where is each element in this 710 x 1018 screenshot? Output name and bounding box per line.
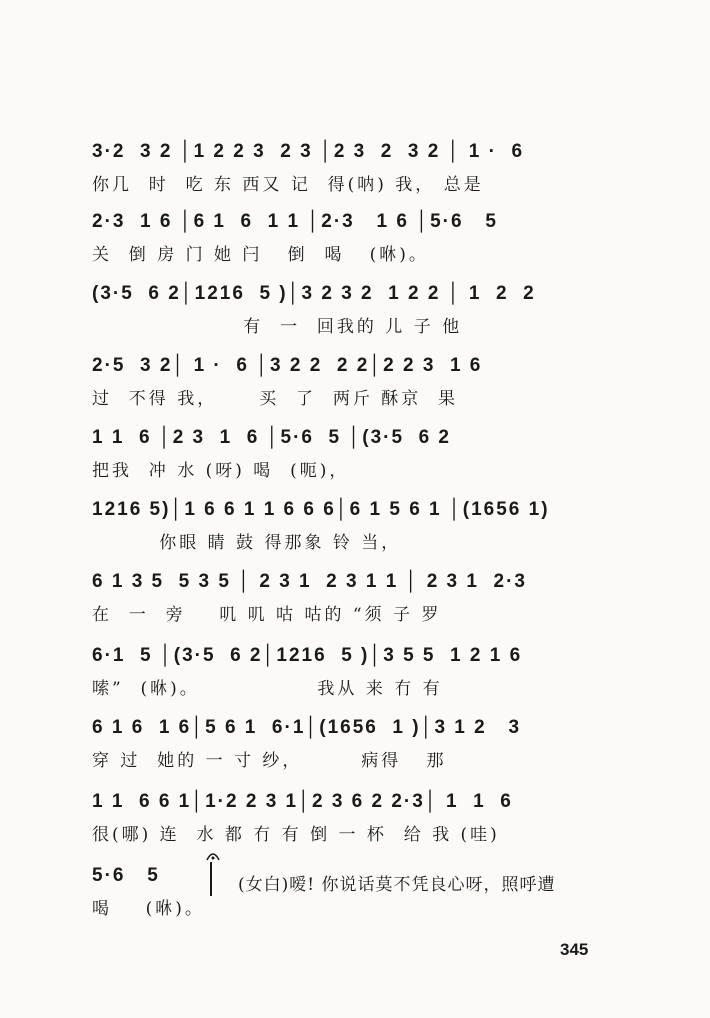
lyrics: 有 一 回我的 儿 子 他	[92, 317, 463, 337]
score-row-7	[92, 568, 622, 638]
lyrics: 喝 (咻)。	[92, 899, 205, 919]
numbered-notation: 1 1 6 6 1│1·2 2 3 1│2 3 6 2 2·3│ 1 1 6	[92, 791, 513, 812]
numbered-notation: (3·5 6 2│1216 5 )│3 2 3 2 1 2 2 │ 1 2 2	[92, 283, 536, 304]
page-number: 345	[560, 940, 589, 959]
lyrics: 把我 冲 水 (呀) 喝 (呃)，	[92, 461, 350, 481]
lyrics: 嗦” (咻)。 我从 来 冇 有	[92, 679, 443, 699]
lyrics: 关 倒 房 门 她 闩 倒 喝 (咻)。	[92, 245, 429, 265]
numbered-notation: 6 1 6 1 6│5 6 1 6·1│(1656 1 )│3 1 2 3	[92, 717, 522, 738]
numbered-notation: 6 1 3 5 5 3 5 │ 2 3 1 2 3 1 1 │ 2 3 1 2·3	[92, 571, 527, 592]
score-row-2	[92, 208, 622, 278]
score-row-8	[92, 642, 622, 712]
numbered-notation: 6·1 5 │(3·5 6 2│1216 5 )│3 5 5 1 2 1 6	[92, 645, 523, 666]
numbered-notation: 3·2 3 2 │1 2 2 3 2 3 │2 3 2 3 2 │ 1 · 6	[92, 141, 532, 162]
spoken-line: (女白)嗳! 你说话莫不凭良心呀，照呼遭	[238, 875, 556, 895]
numbered-notation: 1 1 6 │2 3 1 6 │5·6 5 │(3·5 6 2	[92, 427, 452, 448]
numbered-notation: 2·3 1 6 │6 1 6 1 1 │2·3 1 6 │5·6 5	[92, 211, 506, 232]
lyrics: 你眼 睛 鼓 得那象 铃 当，	[92, 533, 402, 553]
fermata-icon	[205, 848, 221, 862]
barline	[210, 862, 212, 896]
numbered-notation: 2·5 3 2│ 1 · 6 │3 2 2 2 2│2 2 3 1 6	[92, 355, 483, 376]
lyrics: 在 一 旁 叽 叽 咕 咕的 “须 子 罗	[92, 605, 442, 625]
score-row-4	[92, 352, 622, 422]
lyrics: 穿 过 她的 一 寸 纱， 病得 那	[92, 751, 447, 771]
lyrics: 过 不得 我， 买 了 两斤 酥京 果	[92, 389, 459, 409]
numbered-notation: 1216 5)│1 6 6 1 1 6 6 6│6 1 5 6 1 │(1656 1)	[92, 499, 550, 520]
score-row-10	[92, 788, 622, 858]
score-row-6	[92, 496, 622, 566]
score-row-5	[92, 424, 622, 494]
score-row-3	[92, 280, 622, 350]
lyrics: 很(哪) 连 水 都 冇 有 倒 一 杯 给 我 (哇)	[92, 825, 500, 845]
lyrics: 你几 时 吃 东 西又 记 得(呐) 我， 总是	[92, 175, 484, 195]
numbered-notation: 5·6 5	[92, 865, 160, 886]
score-row-1	[92, 138, 622, 208]
score-row-9	[92, 714, 622, 784]
